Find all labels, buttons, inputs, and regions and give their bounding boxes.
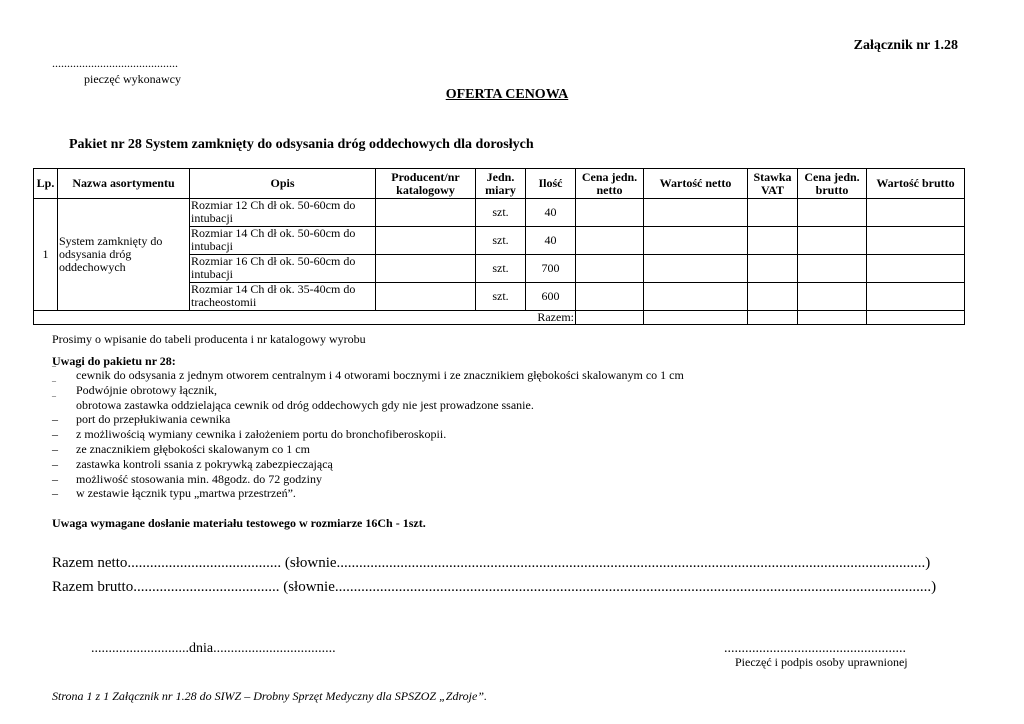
row-unit: szt.	[476, 227, 526, 255]
header-unit: Jedn. miary	[476, 169, 526, 199]
header-value-gross: Wartość brutto	[867, 169, 965, 199]
header-vat: Stawka VAT	[748, 169, 798, 199]
list-item	[52, 380, 684, 398]
catalog-note: Prosimy o wpisanie do tabeli producenta i nr katalogowy wyrobu	[52, 332, 366, 346]
list-item-text: w zestawie łącznik typu „martwa przestrzeń”.	[76, 486, 296, 501]
list-item-text: ze znacznikiem głębokości skalowanym co 1 cm	[76, 441, 310, 456]
bullet-icon: ¯	[52, 366, 56, 375]
row-description: Rozmiar 14 Ch dł ok. 50-60cm do intubacji	[190, 227, 376, 255]
total-label: Razem:	[34, 311, 576, 325]
dash-icon: –	[52, 486, 58, 501]
list-item	[52, 412, 684, 427]
row-unit: szt.	[476, 255, 526, 283]
row-value-gross-cell[interactable]	[867, 199, 965, 227]
total-value-gross-cell[interactable]	[867, 311, 965, 325]
dash-icon: –	[52, 427, 58, 442]
row-value-net-cell[interactable]	[644, 283, 748, 311]
list-item-text: Podwójnie obrotowy łącznik,	[76, 382, 217, 397]
dash-icon: –	[52, 412, 58, 427]
list-item	[52, 472, 684, 487]
row-value-gross-cell[interactable]	[867, 255, 965, 283]
list-item-text: port do przepłukiwania cewnika	[76, 412, 231, 427]
row-quantity: 600	[526, 283, 576, 311]
signature-label: Pieczęć i podpis osoby uprawnionej	[735, 655, 908, 669]
row-value-net-cell[interactable]	[644, 199, 748, 227]
row-unit: szt.	[476, 199, 526, 227]
dash-icon: –	[52, 456, 58, 471]
header-unit-price-net: Cena jedn. netto	[576, 169, 644, 199]
row-lp: 1	[34, 199, 58, 311]
remarks-heading: Uwagi do pakietu nr 28:	[52, 354, 176, 368]
list-item-text: zastawka kontroli ssania z pokrywką zabezpieczającą	[76, 456, 333, 471]
offer-table	[33, 168, 965, 325]
contractor-stamp-label: pieczęć wykonawcy	[84, 72, 181, 86]
date-line: ............................dnia...................................	[91, 641, 336, 656]
row-quantity: 700	[526, 255, 576, 283]
header-producer: Producent/nr katalogowy	[376, 169, 476, 199]
remarks-list	[52, 368, 684, 501]
row-value-net-cell[interactable]	[644, 255, 748, 283]
row-value-gross-cell[interactable]	[867, 227, 965, 255]
row-vat-cell[interactable]	[748, 199, 798, 227]
row-unit: szt.	[476, 283, 526, 311]
row-unit-price-gross-cell[interactable]	[798, 227, 867, 255]
row-value-net-cell[interactable]	[644, 227, 748, 255]
row-unit-price-net-cell[interactable]	[576, 199, 644, 227]
row-unit-price-gross-cell[interactable]	[798, 255, 867, 283]
document-title: OFERTA CENOWA	[445, 87, 569, 102]
page-footer: Strona 1 z 1 Załącznik nr 1.28 do SIWZ – Drobny Sprzęt Medyczny dla SPSZOZ „Zdroje”.	[52, 689, 487, 703]
row-vat-cell[interactable]	[748, 283, 798, 311]
header-lp: Lp.	[34, 169, 58, 199]
list-item	[52, 486, 684, 501]
attachment-number: Załącznik nr 1.28	[853, 38, 958, 53]
dash-icon: –	[52, 471, 58, 486]
row-producer-cell[interactable]	[376, 255, 476, 283]
row-unit-price-gross-cell[interactable]	[798, 199, 867, 227]
row-vat-cell[interactable]	[748, 227, 798, 255]
test-material-warning: Uwaga wymagane dosłanie materiału testowego w rozmiarze 16Ch - 1szt.	[52, 516, 426, 530]
row-unit-price-net-cell[interactable]	[576, 283, 644, 311]
list-item	[52, 395, 684, 413]
row-vat-cell[interactable]	[748, 255, 798, 283]
total-netto-line: Razem netto......................................... (słownie.............................................................................................................................................................)	[52, 555, 931, 571]
signature-dots: ....................................................	[724, 641, 906, 656]
table-row	[34, 199, 965, 227]
header-description: Opis	[190, 169, 376, 199]
list-item	[52, 442, 684, 457]
list-item	[52, 427, 684, 442]
table-total-row	[34, 311, 965, 325]
row-description: Rozmiar 14 Ch dł ok. 35-40cm do tracheostomii	[190, 283, 376, 311]
row-unit-price-gross-cell[interactable]	[798, 283, 867, 311]
row-producer-cell[interactable]	[376, 283, 476, 311]
header-value-net: Wartość netto	[644, 169, 748, 199]
total-vat-cell[interactable]	[748, 311, 798, 325]
contractor-stamp-dots: ..........................................	[52, 56, 178, 70]
total-unit-price-gross-cell[interactable]	[798, 311, 867, 325]
total-value-net-cell[interactable]	[644, 311, 748, 325]
list-item-text: z możliwością wymiany cewnika i założeniem portu do bronchofiberoskopii.	[76, 427, 447, 442]
row-producer-cell[interactable]	[376, 199, 476, 227]
row-unit-price-net-cell[interactable]	[576, 255, 644, 283]
bullet-icon: ¯	[52, 395, 56, 405]
list-item	[52, 368, 684, 383]
table-header-row	[34, 169, 965, 199]
bullet-icon: ¯	[52, 380, 56, 390]
header-unit-price-gross: Cena jedn. brutto	[798, 169, 867, 199]
row-unit-price-net-cell[interactable]	[576, 227, 644, 255]
list-item-text: możliwość stosowania min. 48godz. do 72 godziny	[76, 471, 322, 486]
list-item	[52, 457, 684, 472]
row-producer-cell[interactable]	[376, 227, 476, 255]
header-name: Nazwa asortymentu	[58, 169, 190, 199]
dash-icon: –	[52, 441, 58, 456]
row-value-gross-cell[interactable]	[867, 283, 965, 311]
total-unit-price-net-cell[interactable]	[576, 311, 644, 325]
list-item-text: obrotowa zastawka oddzielająca cewnik od dróg oddechowych gdy nie jest prowadzone ssanie.	[76, 397, 534, 412]
header-quantity: Ilość	[526, 169, 576, 199]
row-description: Rozmiar 12 Ch dł ok. 50-60cm do intubacji	[190, 199, 376, 227]
list-item-text: cewnik do odsysania z jednym otworem centralnym i 4 otworami bocznymi i ze znacznikiem głębokości skalowanym co 1 cm	[76, 368, 684, 382]
packet-title: Pakiet nr 28 System zamknięty do odsysania dróg oddechowych dla dorosłych	[69, 137, 534, 152]
total-brutto-line: Razem brutto....................................... (słownie...............................................................................................................................................................)	[52, 579, 937, 595]
row-quantity: 40	[526, 199, 576, 227]
row-quantity: 40	[526, 227, 576, 255]
row-product-name: System zamknięty do odsysania dróg oddechowych	[58, 199, 190, 311]
row-description: Rozmiar 16 Ch dł ok. 50-60cm do intubacji	[190, 255, 376, 283]
